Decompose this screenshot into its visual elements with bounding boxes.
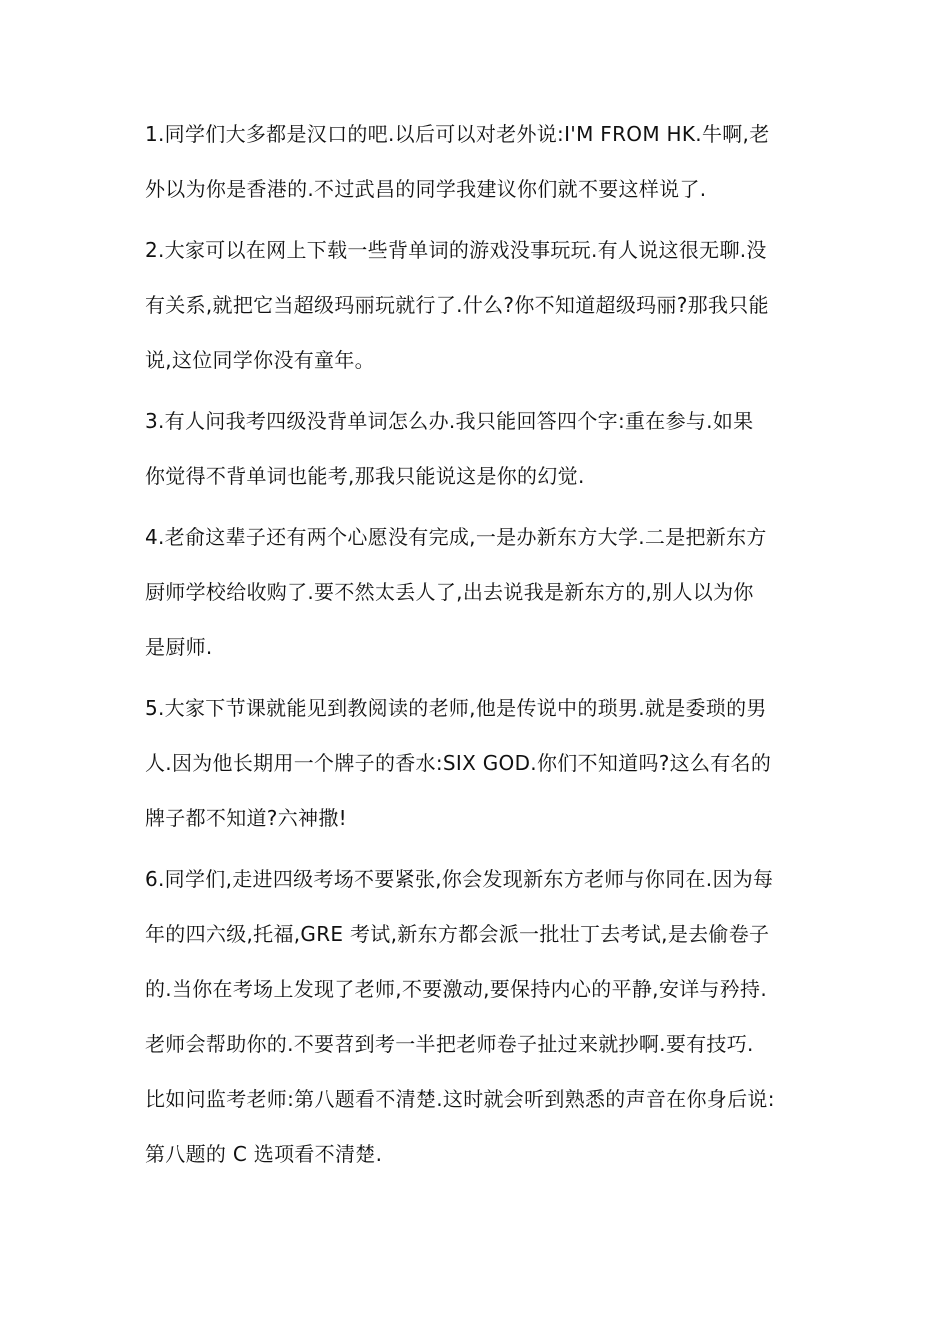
text-line: 是厨师. xyxy=(145,635,213,659)
paragraph-3 xyxy=(145,399,825,509)
paragraph-6 xyxy=(145,857,825,1187)
text-line: 说,这位同学你没有童年。 xyxy=(145,348,375,372)
document-body xyxy=(145,112,825,1193)
text-line: 3.有人问我考四级没背单词怎么办.我只能回答四个字:重在参与.如果 xyxy=(145,409,754,433)
text-line: 1.同学们大多都是汉口的吧.以后可以对老外说:I'M FROM HK.牛啊,老 xyxy=(145,122,770,146)
text-line: 有关系,就把它当超级玛丽玩就行了.什么?你不知道超级玛丽?那我只能 xyxy=(145,293,769,317)
text-line: 老师会帮助你的.不要苕到考一半把老师卷子扯过来就抄啊.要有技巧. xyxy=(145,1032,754,1056)
text-line: 人.因为他长期用一个牌子的香水:SIX GOD.你们不知道吗?这么有名的 xyxy=(145,751,772,775)
text-line: 外以为你是香港的.不过武昌的同学我建议你们就不要这样说了. xyxy=(145,177,707,201)
text-line: 2.大家可以在网上下载一些背单词的游戏没事玩玩.有人说这很无聊.没 xyxy=(145,238,767,262)
text-line: 5.大家下节课就能见到教阅读的老师,他是传说中的琐男.就是委琐的男 xyxy=(145,696,767,720)
text-line: 年的四六级,托福,GRE 考试,新东方都会派一批壮丁去考试,是去偷卷子 xyxy=(145,922,770,946)
text-line: 第八题的 C 选项看不清楚. xyxy=(145,1142,383,1166)
paragraph-4 xyxy=(145,515,825,680)
text-line: 的.当你在考场上发现了老师,不要激动,要保持内心的平静,安详与矜持. xyxy=(145,977,767,1001)
text-line: 4.老俞这辈子还有两个心愿没有完成,一是办新东方大学.二是把新东方 xyxy=(145,525,767,549)
text-line: 牌子都不知道?六神撒! xyxy=(145,806,347,830)
text-line: 6.同学们,走进四级考场不要紧张,你会发现新东方老师与你同在.因为每 xyxy=(145,867,774,891)
text-line: 厨师学校给收购了.要不然太丢人了,出去说我是新东方的,别人以为你 xyxy=(145,580,754,604)
text-line: 你觉得不背单词也能考,那我只能说这是你的幻觉. xyxy=(145,464,585,488)
text-line: 比如问监考老师:第八题看不清楚.这时就会听到熟悉的声音在你身后说: xyxy=(145,1087,775,1111)
paragraph-2 xyxy=(145,228,825,393)
paragraph-5 xyxy=(145,686,825,851)
paragraph-1 xyxy=(145,112,825,222)
